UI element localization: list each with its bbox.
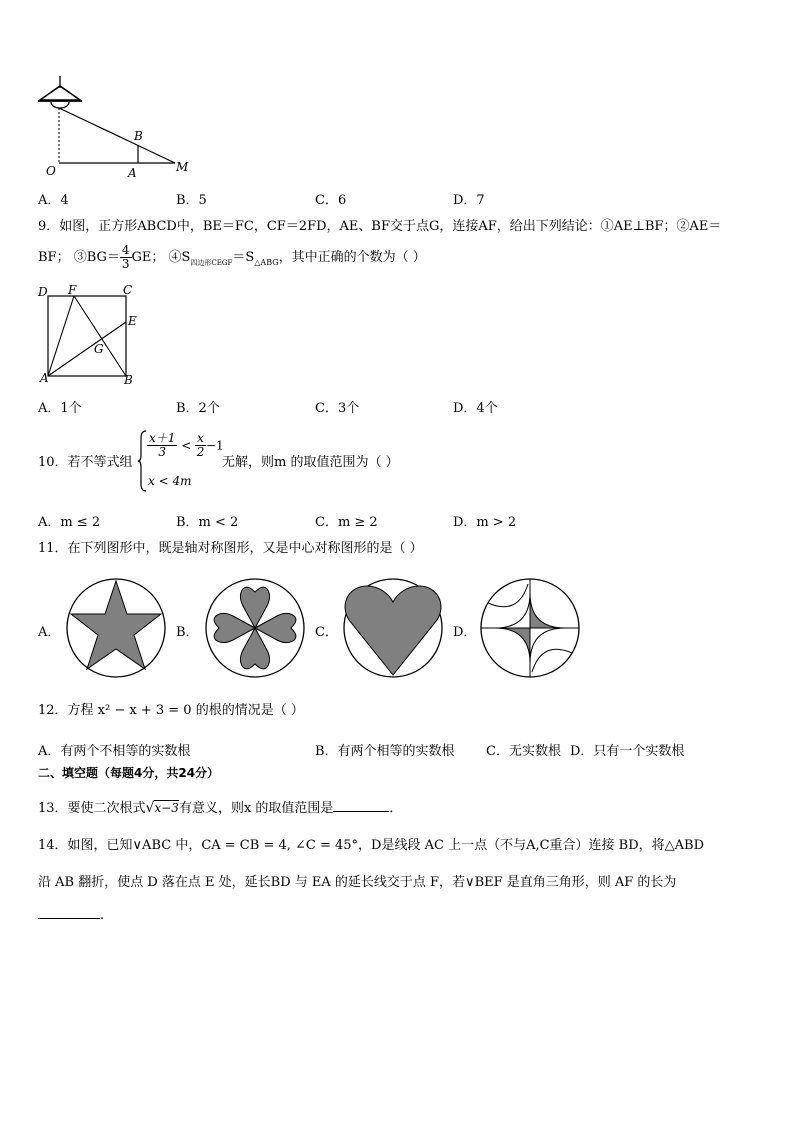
q9-label-d: D — [38, 285, 48, 299]
q12-stem: 12．方程 x² − x + 3 = 0 的根的情况是（ ） — [38, 703, 304, 718]
q8-label-a: A — [128, 166, 137, 180]
q12-option-b[interactable]: B．有两个相等的实数根 — [315, 744, 455, 759]
q11-option-c-label[interactable]: C． — [315, 625, 338, 640]
q14-end: . — [100, 908, 105, 923]
q9-stem-line2 — [38, 244, 426, 271]
q10-ineq1 — [147, 432, 224, 459]
q14-answer-line — [38, 906, 104, 923]
q9-label-f: F — [68, 283, 77, 297]
q10-frac1 — [147, 432, 177, 459]
q10-suffix: 无解，则m 的取值范围为（ ） — [222, 455, 399, 470]
q10-option-c[interactable]: C．m ≥ 2 — [315, 515, 378, 530]
q13-suffix: 有意义，则x 的取值范围是 — [178, 801, 334, 816]
q9-option-a[interactable]: A．1个 — [38, 401, 82, 416]
q10-frac2-den: 2 — [196, 445, 205, 460]
q12-option-a[interactable]: A．有两个不相等的实数根 — [38, 744, 191, 759]
q11-option-d-label[interactable]: D． — [453, 625, 477, 640]
q12-option-c[interactable]: C．无实数根 — [486, 744, 561, 759]
q9-sub1: 四边形CEGF — [190, 258, 233, 267]
q9-option-b[interactable]: B．2个 — [176, 401, 220, 416]
q14-stem-line1: 14．如图，已知∨ABC 中，CA = CB = 4, ∠C = 45°，D是线段 AC 上一点（不与A,C重合）连接 BD，将△ABD — [38, 838, 705, 853]
q11-option-b-label[interactable]: B． — [176, 625, 199, 640]
q9-line2-d: ，其中正确的个数为（ ） — [278, 250, 426, 266]
q8-option-c[interactable]: C．6 — [315, 193, 347, 208]
q9-label-a: A — [40, 371, 49, 385]
q13-answer-blank[interactable] — [333, 799, 389, 812]
q10-option-a[interactable]: A．m ≤ 2 — [38, 515, 101, 530]
q13-prefix: 13．要使二次根式 — [38, 801, 146, 816]
q8-option-a[interactable]: A．4 — [38, 193, 69, 208]
q10-ineq1-tail: −1 — [205, 438, 224, 453]
q9-label-c: C — [123, 283, 133, 297]
q10-option-b[interactable]: B．m < 2 — [176, 515, 239, 530]
q10-ineq1-mid: < — [181, 438, 192, 453]
q13-radicand: x−3 — [154, 801, 179, 815]
q8-option-d[interactable]: D．7 — [453, 193, 485, 208]
q9-option-d[interactable]: D．4个 — [453, 401, 498, 416]
q9-option-c[interactable]: C．3个 — [315, 401, 360, 416]
q10-frac1-num: x＋1 — [149, 431, 176, 445]
q14-answer-blank[interactable] — [38, 906, 100, 919]
q11-option-b-hearts-figure[interactable] — [203, 576, 307, 680]
q10-ineq2: x < 4m — [148, 474, 192, 488]
q9-line2-a: BF； ③BG＝ — [38, 250, 120, 266]
q11-option-d-pinwheel-figure[interactable] — [478, 576, 582, 680]
q12-option-d[interactable]: D．只有一个实数根 — [570, 744, 685, 759]
q9-square-figure — [38, 282, 148, 385]
section-2-heading: 二、填空题（每题4分，共24分） — [38, 766, 220, 780]
q9-label-b: B — [124, 373, 133, 387]
q14-stem-line2: 沿 AB 翻折，使点 D 落在点 E 处，延长BD 与 EA 的延长线交于点 F，若∨BEF 是直角三角形，则 AF 的长为 — [38, 875, 677, 890]
q11-option-c-heart-figure[interactable] — [341, 576, 445, 680]
q9-stem-line1: 9．如图，正方形ABCD中，BE＝FC，CF＝2FD，AE、BF交于点G，连接AF，给出下列结论：①AE⊥BF；②AE＝ — [38, 219, 722, 234]
q13-end: ． — [389, 801, 403, 816]
q8-label-m: M — [176, 160, 189, 174]
q8-label-b: B — [134, 129, 143, 143]
q9-sub2: △ABG — [254, 257, 279, 267]
q10-option-d[interactable]: D．m > 2 — [453, 515, 517, 530]
q8-label-o: O — [46, 164, 56, 178]
q9-label-e: E — [128, 314, 137, 328]
q10-frac2-num: x — [197, 431, 204, 445]
q9-frac-den: 3 — [121, 257, 130, 272]
q10-frac1-den: 3 — [158, 445, 167, 460]
q9-fraction — [120, 244, 132, 271]
q10-prefix: 10．若不等式组 — [38, 455, 133, 470]
q10-frac2 — [195, 432, 206, 459]
q9-frac-num: 4 — [121, 243, 130, 257]
q11-stem: 11．在下列图形中，既是轴对称图形，又是中心对称图形的是（ ） — [38, 541, 423, 556]
q9-line2-b: GE； ④S — [131, 250, 191, 266]
q13-sqrt-sign: √ — [145, 800, 155, 816]
q9-line2-c: ＝S — [232, 250, 255, 266]
q13-stem — [38, 797, 402, 816]
q8-option-b[interactable]: B．5 — [176, 193, 207, 208]
q11-option-a-star-figure[interactable] — [64, 576, 168, 680]
q11-option-a-label[interactable]: A． — [38, 625, 61, 640]
q9-label-g: G — [94, 342, 104, 356]
